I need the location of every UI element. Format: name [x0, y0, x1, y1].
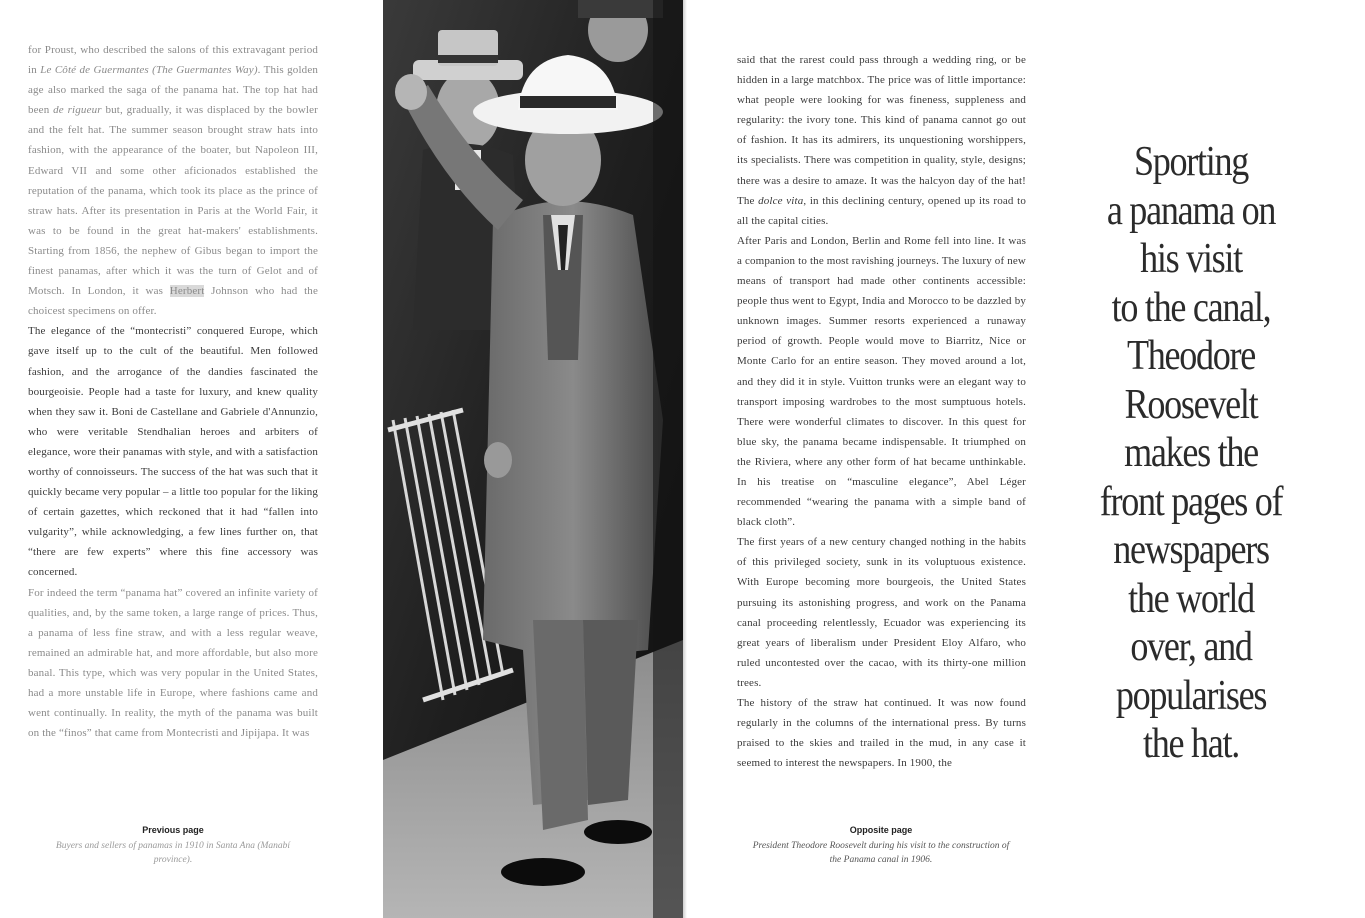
headline-line: over, and — [1130, 624, 1252, 670]
left-text-column — [28, 40, 318, 743]
headline-line: his visit — [1140, 236, 1242, 282]
right-paragraph-2: After Paris and London, Berlin and Rome fell into line. It was a companion to the most ravishing journeys. The luxury of new means of transport had made other continents accessible: people thus went to Egypt, India and Morocco to be dazzled by unknown images. Summer resorts experienced a runaway period of growth. People would move to Biarritz, Nice or Monte Carlo for an entire season. They moved around a lot, and they did it in style. Vuitton trunks were an elegant way to transport imposing wardrobes to the most sumptuous hotels. There were wonderful climates to discover. In this quest for blue sky, the panama became indispensable. It triumphed on the Riviera, where any other form of hat became unthinkable. In his treatise on “masculine elegance”, Abel Léger recommended “wearing the panama with a simple band of black cloth”. — [737, 234, 1026, 529]
right-text-column — [737, 50, 1026, 773]
headline-line: newspapers — [1113, 527, 1269, 573]
italic-text: Le Côté de Guermantes (The Guermantes Way) — [40, 64, 258, 77]
text-run: said that the rarest could pass through a wedding ring, or be hidden in a large matchbox. The price was of little importance: what people were looking for was fineness, suppleness and regularity: the ivory tone. This kind of panama cannot go out of fashion. It has its admirers, its unquestioning worshippers, its specialists. There was competition in quality, style, designs; there was a desire to amaze. It was the halcyon day of the hat! The — [737, 54, 1026, 207]
headline-line: a panama on — [1106, 187, 1276, 234]
text-run: Johnson who had the choicest specimens on offer. — [28, 285, 318, 318]
caption-previous-page — [40, 825, 306, 867]
italic-text: de rigueur — [53, 104, 102, 117]
left-paragraph-3: For indeed the term “panama hat” covered an infinite variety of qualities, and, by the same token, a large range of prices. Thus, a panama of less fine straw, and with a less regular weave, remained an admirable hat, and more affordable, but also more banal. This type, which was very popular in the United States, had a more unstable life in Europe, where fashions came and went continually. In reality, the myth of the panama was built on the “finos” that came from Montecristi and Jipijapa. It was — [28, 586, 318, 740]
headline-line: to the canal, — [1111, 284, 1271, 331]
page-gutter — [683, 0, 687, 918]
caption-opposite-page — [748, 825, 1014, 867]
caption-title: Previous page — [142, 825, 204, 835]
pull-quote-headline — [1085, 138, 1297, 769]
left-paragraph-1 — [28, 40, 318, 321]
photo-illustration — [383, 0, 683, 918]
caption-text: Buyers and sellers of panamas in 1910 in Santa Ana (Manabí province). — [55, 841, 291, 865]
headline-line: Sporting — [1133, 139, 1249, 185]
headline-line: the hat. — [1143, 721, 1239, 767]
headline-line: Roosevelt — [1124, 381, 1258, 428]
headline-line: Theodore — [1126, 333, 1256, 379]
right-paragraph-1 — [737, 50, 1026, 231]
italic-text: dolce vita — [758, 194, 804, 207]
roosevelt-photograph — [383, 0, 683, 918]
caption-text: President Theodore Roosevelt during his visit to the construction of the Panama canal in 1906. — [752, 841, 1010, 865]
headline-line: front pages of — [1099, 478, 1283, 525]
headline-line: makes the — [1124, 430, 1258, 476]
text-run: , in this declining century, opened up its road to all the capital cities. — [737, 194, 1026, 227]
text-run: but, gradually, it was displaced by the bowler and the felt hat. The summer season brought straw hats into fashion, with the appearance of the boater, but Napoleon III, Edward VII and some other aficionados established the reputation of the panama, which took its place as the prince of straw hats. After its presentation in Paris at the World Fair, it was to be found in the great hat-makers' establishments. Starting from 1856, the nephew of Gibus began to import the finest panamas, after which it was the turn of Gelot and of Motsch. In London, it was — [28, 104, 318, 298]
right-paragraph-3: The first years of a new century changed nothing in the habits of this privileged society, sunk in its voluptuous existence. With Europe becoming more bourgeois, the United States pursuing its astonishing progress, and work on the Panama canal proceeding relentlessly, Ecuador was experiencing its great years of liberalism under President Eloy Alfaro, who ruled uncontested over the cacao, with its thirty-one million trees. — [737, 536, 1026, 689]
text-run: . This golden age also marked the saga of the panama hat. The top hat had been — [28, 64, 318, 117]
right-paragraph-4: The history of the straw hat continued. It was now found regularly in the columns of the international press. By turns praised to the skies and trailed in the mud, in any case it seemed to interest the newspapers. In 1900, the — [737, 697, 1026, 770]
caption-title: Opposite page — [849, 825, 913, 835]
text-run: for Proust, who described the salons of this extravagant period in — [28, 44, 318, 77]
highlighted-text: Herbert — [169, 285, 205, 298]
headline-line: popularises — [1115, 672, 1267, 719]
left-paragraph-2: The elegance of the “montecristi” conquered Europe, which gave itself up to the cult of the beautiful. Men followed fashion, and the arrogance of the dandies fascinated the bourgeoisie. People had a taste for luxury, and knew quality when they saw it. Boni de Castellane and Gabriele d'Annunzio, who were veritable Stendhalian heroes and arbiters of elegance, wore their panamas with style, and with a satisfaction worthy of connoisseurs. The success of the hat was such that it quickly became very popular – a little too popular for the liking of certain gazettes, which reckoned that it had “fallen into vulgarity”, while acknowledging, a few lines further on, that “there are few experts” where this fine accessory was concerned. — [28, 325, 318, 579]
headline-line: the world — [1128, 575, 1254, 622]
